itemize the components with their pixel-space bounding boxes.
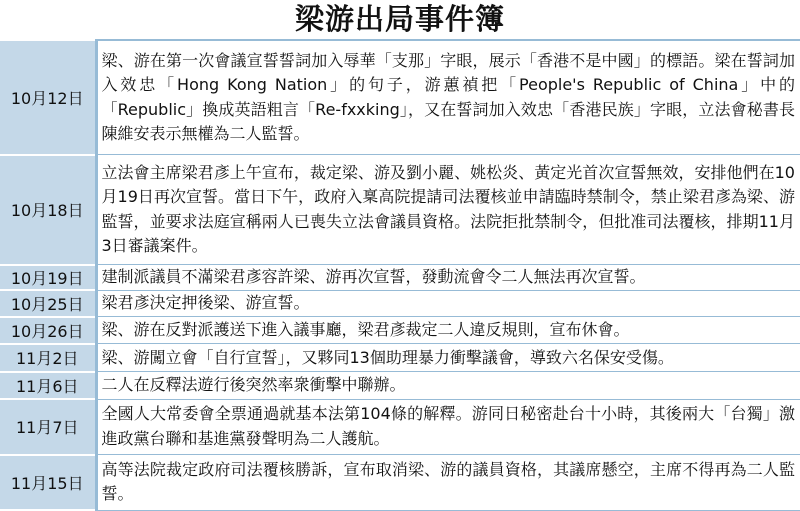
table-row [0,155,800,265]
event-description: 梁、游在反對派護送下進入議事廳，梁君彥裁定二人違反規則，宣布休會。 [96,317,800,344]
event-date: 11月15日 [0,455,96,510]
event-description: 立法會主席梁君彥上午宣布，裁定梁、游及劉小麗、姚松炎、黃定光首次宣誓無效，安排他們在10月19日再次宣誓。當日下午，政府入稟高院提請司法覆核並申請臨時禁制令，禁止梁君彥為梁、游監誓，並要求法庭宣稱兩人已喪失立法會議員資格。法院拒批禁制令，但批准司法覆核，排期11月3日審議案件。 [96,155,800,265]
event-description: 高等法院裁定政府司法覆核勝訴，宣布取消梁、游的議員資格，其議席懸空，主席不得再為二人監誓。 [96,455,800,510]
event-date: 10月12日 [0,40,96,155]
event-description: 梁、游在第一次會議宣誓誓詞加入辱華「支那」字眼，展示「香港不是中國」的標語。梁在誓詞加入效忠「Hong Kong Nation」的句子，游蕙禎把「People's Republic of China」中的「Republic」換成英語粗言「Re-fxxking」，又在誓詞加入效忠「香港民族」字眼，立法會秘書長陳維安表示無權為二人監誓。 [96,40,800,155]
page-title: 梁游出局事件簿 [294,2,505,36]
event-description: 建制派議員不滿梁君彥容許梁、游再次宣誓，發動流會令二人無法再次宣誓。 [96,265,800,291]
event-date: 11月7日 [0,399,96,454]
event-description: 梁君彥決定押後梁、游宣誓。 [96,290,800,316]
event-date: 10月19日 [0,265,96,291]
table-row [0,265,800,291]
event-date: 10月25日 [0,290,96,316]
events-table [0,39,800,511]
event-date: 11月2日 [0,344,96,372]
table-row [0,399,800,454]
table-row [0,290,800,316]
table-row [0,372,800,399]
event-date: 11月6日 [0,372,96,399]
table-row [0,344,800,372]
event-date: 10月26日 [0,317,96,344]
table-row [0,455,800,510]
event-date: 10月18日 [0,155,96,265]
event-description: 梁、游闖立會「自行宣誓」，又夥同13個助理暴力衝擊議會，導致六名保安受傷。 [96,344,800,372]
table-row [0,40,800,155]
table-row [0,317,800,344]
event-description: 全國人大常委會全票通過就基本法第104條的解釋。游同日秘密赴台十小時，其後兩大「台獨」激進政黨台聯和基進黨發聲明為二人護航。 [96,399,800,454]
event-description: 二人在反釋法遊行後突然率衆衝擊中聯辦。 [96,372,800,399]
